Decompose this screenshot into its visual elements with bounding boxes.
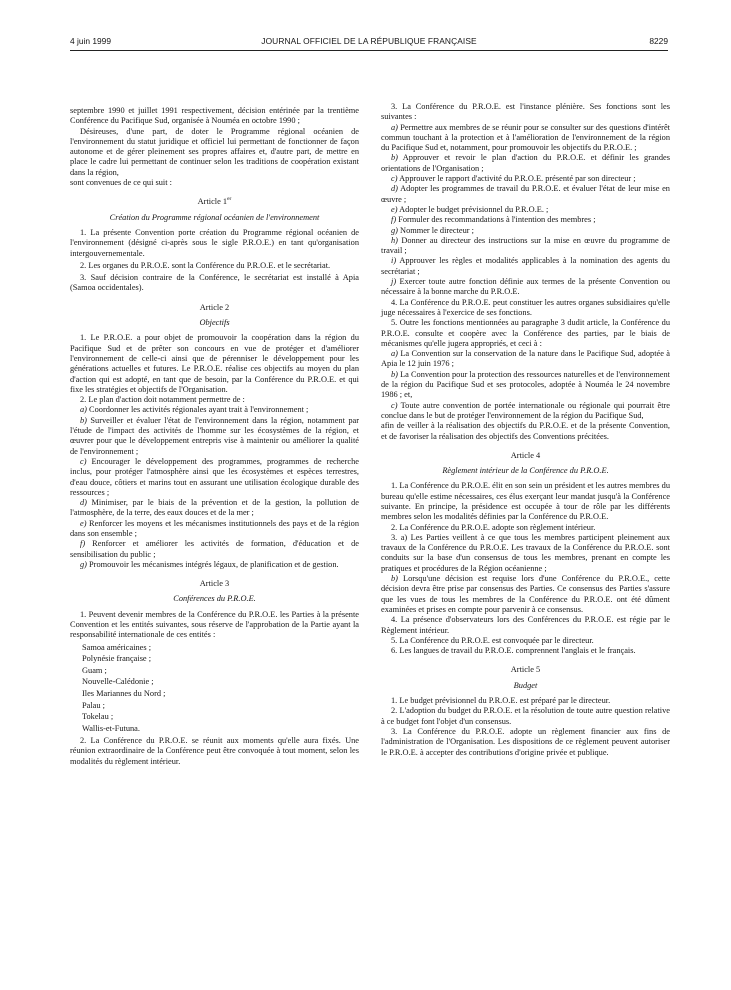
article-2-heading: Article 2: [199, 302, 230, 312]
list-item-label: b): [391, 153, 398, 163]
territory-item: Palau ;: [82, 700, 105, 710]
list-item-label: a): [80, 405, 87, 415]
article-paragraph: 1. Le budget prévisionnel du P.R.O.E. est préparé par le directeur.: [391, 696, 611, 706]
list-item: [70, 405, 359, 415]
header-journal-title: JOURNAL OFFICIEL DE LA RÉPUBLIQUE FRANÇAISE: [261, 36, 477, 46]
list-item-label: c): [80, 456, 87, 466]
list-item: [381, 184, 670, 205]
article-paragraph: 2. Le plan d'action doit notamment permettre de :: [80, 395, 245, 405]
article-5-heading: Article 5: [510, 665, 541, 675]
list-item-label: a): [391, 122, 398, 132]
list-item-label: d): [80, 498, 87, 508]
article-paragraph: 1. Le P.R.O.E. a pour objet de promouvoir la coopération dans la région du Pacifique Sud et de prêter son concours en vue de protéger et d'améliorer l'environnement de celle-ci ainsi que de pérenniser le développement pour les générations actuelles et futures. Le P.R.O.E. réalise ces objectifs au moyen du plan d'action qui est adopté, en tant que de besoin, par la Conférence du P.R.O.E. et qui fixe les stratégies et objectifs de l'Organisation.: [70, 333, 359, 394]
page-header: [70, 36, 668, 50]
article-paragraph: 2. Les organes du P.R.O.E. sont la Conférence du P.R.O.E. et le secrétariat.: [80, 260, 331, 270]
list-item-label: d): [391, 184, 398, 194]
article-paragraph: 5. La Conférence du P.R.O.E. est convoquée par le directeur.: [391, 635, 594, 645]
list-item: [381, 256, 670, 277]
list-item: [381, 236, 670, 257]
header-page-number: 8229: [649, 36, 668, 46]
list-item: [381, 277, 670, 298]
list-item-label: c): [391, 174, 398, 184]
article-paragraph: 3. La Conférence du P.R.O.E. adopte un règlement financier aux fins de l'administration de l'Organisation. Les dispositions de ce règlement peuvent autoriser le P.R.O.E. à accepter des contributions d'origine privée et publique.: [381, 726, 670, 757]
list-item: [381, 226, 670, 236]
header-rule: [70, 50, 668, 51]
list-item-label: e): [80, 518, 87, 528]
list-item-text: Toute autre convention de portée internationale ou régionale qui pourrait être conclue dans le but de protéger l'environnement de la région du Pacifique Sud,: [381, 400, 670, 420]
article-heading-superscript: er: [227, 196, 232, 203]
territory-item: Samoa américaines ;: [82, 642, 152, 652]
list-item: [381, 123, 670, 154]
article-1-heading: [70, 197, 359, 207]
list-item: [70, 539, 359, 560]
list-item-text: Donner au directeur des instructions sur la mise en œuvre du programme de travail ;: [381, 235, 670, 256]
list-item-text: Formuler des recommandations à l'intention des membres ;: [398, 215, 596, 225]
territory-item: Guam ;: [82, 665, 107, 675]
article-2-title: Objectifs: [199, 318, 230, 328]
list-item-text: Coordonner les activités régionales ayant trait à l'environnement ;: [89, 405, 309, 415]
article-paragraph: 2. La Conférence du P.R.O.E. adopte son règlement intérieur.: [391, 522, 596, 532]
article-paragraph: afin de veiller à la réalisation des objectifs du P.R.O.E. et de la présente Convention, et de favoriser la réalisation des objectifs des Conventions précitées.: [381, 421, 670, 441]
article-1-title: Création du Programme régional océanien de l'environnement: [109, 212, 320, 222]
list-item-label: f): [391, 215, 397, 225]
territory-list: [70, 643, 359, 734]
list-item: [381, 215, 670, 225]
territory-item: Polynésie française ;: [82, 654, 152, 664]
list-item: [381, 349, 670, 370]
list-item: [381, 205, 670, 215]
article-paragraph: 3. a) Les Parties veillent à ce que tous les membres participent pleinement aux travaux de la Conférence du P.R.O.E. Les travaux de la Conférence du P.R.O.E. sont conduits sur la base d'un consensus de tous les membres, prenant en compte les pratiques et procédures de la Région océanienne ;: [381, 532, 670, 573]
list-item-label: c): [391, 400, 398, 410]
article-paragraph: 6. Les langues de travail du P.R.O.E. comprennent l'anglais et le français.: [391, 646, 636, 656]
article-paragraph: 1. La Conférence du P.R.O.E. élit en son sein un président et les autres membres du bureau qu'elle estime nécessaires, ces élus exerçant leur mandat jusqu'à la Conférence suivante. En principe, la présidence est occupée à tour de rôle par les différents membres selon les modalités définies par la Conférence du P.R.O.E.: [381, 481, 670, 522]
preamble-paragraph: sont convenues de ce qui suit :: [70, 178, 172, 188]
article-3-heading: Article 3: [199, 579, 230, 589]
article-heading-text: Article 1: [197, 197, 228, 207]
territory-item: Iles Mariannes du Nord ;: [82, 689, 166, 699]
list-item-text: Minimiser, par le biais de la prévention et de la gestion, la pollution de l'atmosphère, de la terre, des eaux douces et de la mer ;: [70, 498, 359, 518]
article-paragraph: 1. Peuvent devenir membres de la Conférence du P.R.O.E. les Parties à la présente Convention et les entités suivantes, sous réserve de l'approbation de la Partie ayant la responsabilité internationale de ces entités :: [70, 609, 359, 640]
list-item-text: Exercer toute autre fonction définie aux termes de la présente Convention ou nécessaire à la bonne marche du P.R.O.E.: [381, 277, 670, 297]
article-paragraph: 2. La Conférence du P.R.O.E. se réunit aux moments qu'elle aura fixés. Une réunion extraordinaire de la Conférence peut être convoquée à tout moment, selon les modalités du règlement intérieur.: [70, 736, 359, 766]
list-item: [70, 416, 359, 457]
territory-item: Wallis-et-Futuna.: [82, 723, 140, 733]
list-item-label: f): [80, 539, 86, 549]
list-item-label: h): [391, 235, 398, 245]
article-paragraph: 4. La Conférence du P.R.O.E. peut constituer les autres organes subsidiaires qu'elle juge nécessaires à l'exercice de ses fonctions.: [381, 297, 670, 317]
list-item-text: Approuver les règles et modalités applicables à la nomination des agents du secrétariat ;: [381, 256, 670, 276]
list-item-label: b): [391, 574, 398, 584]
list-item-text: Lorsqu'une décision est requise lors d'une Conférence du P.R.O.E., cette décision devra être prise par consensus des Parties. Ce consensus des Parties s'assure que les vues de tous les membres de la Conférence du P.R.O.E. ont été dûment examinées et prises en compte pour parvenir à ce consensus.: [381, 574, 670, 614]
article-4-title: Règlement intérieur de la Conférence du P.R.O.E.: [442, 466, 609, 476]
left-column: [70, 106, 359, 767]
article-paragraph: 4. La présence d'observateurs lors des Conférences du P.R.O.E. est régie par le Règlement intérieur.: [381, 615, 670, 635]
list-item-text: La Convention sur la conservation de la nature dans le Pacifique Sud, adoptée à Apia le 12 juin 1976 ;: [381, 349, 670, 369]
preamble-paragraph: septembre 1990 et juillet 1991 respectivement, décision entérinée par la trentième Conférence du Pacifique Sud, organisée à Nouméa en octobre 1990 ;: [70, 106, 359, 126]
list-item-label: g): [391, 225, 398, 235]
list-item: [381, 574, 670, 615]
list-item-text: Renforcer les moyens et les mécanismes institutionnels des pays et de la région dans son ensemble ;: [70, 518, 359, 538]
list-item-text: Renforcer et améliorer les activités de formation, d'éducation et de sensibilisation du public ;: [70, 539, 359, 559]
article-5-title: Budget: [513, 680, 538, 690]
header-date: 4 juin 1999: [70, 36, 111, 46]
list-item-label: e): [391, 204, 398, 214]
list-item-text: Adopter le budget prévisionnel du P.R.O.E. ;: [399, 204, 549, 214]
list-item-text: Surveiller et évaluer l'état de l'environnement dans la région, notamment par l'étude de l'impact des activités de l'homme sur les écosystèmes de la région, et œuvrer pour que le développement entrepris vise à maintenir ou améliorer la qualité de l'environnement ;: [70, 415, 359, 456]
list-item: [381, 174, 670, 184]
article-4-heading: Article 4: [510, 450, 541, 460]
article-paragraph: 3. Sauf décision contraire de la Conférence, le secrétariat est installé à Apia (Samoa occidentales).: [70, 273, 359, 293]
list-item-text: Approuver et revoir le plan d'action du P.R.O.E. et définir les grandes orientations de l'Organisation ;: [381, 153, 670, 173]
list-item: [70, 519, 359, 540]
list-item: [70, 457, 359, 498]
list-item: [381, 370, 670, 401]
list-item-text: Adopter les programmes de travail du P.R.O.E. et évaluer l'état de leur mise en œuvre ;: [381, 184, 670, 204]
list-item-text: Encourager le développement des programmes, programmes de recherche inclus, pour protéger l'atmosphère ainsi que les écosystèmes et espèces terrestres, d'eau douce, côtiers et marins tout en assurant une utilisation écologique durable des ressources ;: [70, 456, 359, 497]
list-item: [70, 560, 359, 570]
right-column: [381, 102, 670, 758]
list-item: [381, 401, 670, 422]
list-item-label: b): [391, 369, 398, 379]
article-paragraph: 2. L'adoption du budget du P.R.O.E. et la résolution de toute autre question relative à ce budget font l'objet d'un consensus.: [381, 706, 670, 726]
list-item: [70, 498, 359, 519]
article-paragraph: 3. La Conférence du P.R.O.E. est l'instance plénière. Ses fonctions sont les suivantes :: [381, 102, 670, 122]
list-item-label: i): [391, 256, 397, 266]
preamble-paragraph: Désireuses, d'une part, de doter le Programme régional océanien de l'environnement du statut juridique et officiel lui permettant de fonctionner de façon autonome et de gérer pleinement ses propres affaires et, d'autre part, de mettre en place le cadre lui permettant de continuer selon les traditions de coopération existant dans la région,: [70, 126, 359, 177]
list-item: [381, 153, 670, 174]
list-item-text: Promouvoir les mécanismes intégrés légaux, de planification et de gestion.: [89, 559, 339, 569]
list-item-text: Approuver le rapport d'activité du P.R.O.E. présenté par son directeur ;: [399, 174, 636, 184]
list-item-label: g): [80, 559, 87, 569]
list-item-label: b): [80, 415, 87, 425]
territory-item: Tokelau ;: [82, 712, 114, 722]
territory-item: Nouvelle-Calédonie ;: [82, 677, 154, 687]
list-item-label: a): [391, 349, 398, 359]
article-paragraph: 5. Outre les fonctions mentionnées au paragraphe 3 dudit article, la Conférence du P.R.O.E. consulte et coopère avec la Conférence des parties, par le biais de mécanismes qu'elle jugera appropriés, et ceci à :: [381, 318, 670, 348]
article-paragraph: 1. La présente Convention porte création du Programme régional océanien de l'environnement (désigné ci-après sous le sigle P.R.O.E.) en tant qu'organisation intergouvernementale.: [70, 227, 359, 258]
list-item-text: La Convention pour la protection des ressources naturelles et de l'environnement de la région du Pacifique Sud et ses protocoles, adoptée à Nouméa le 24 novembre 1986 ; et,: [381, 369, 671, 400]
list-item-label: j): [391, 277, 397, 287]
list-item-text: Permettre aux membres de se réunir pour se consulter sur des questions d'intérêt commun touchant à la protection et à l'amélioration de l'environnement de la région du Pacifique Sud et, notamment, pour promouvoir les objectifs du P.R.O.E. ;: [381, 122, 670, 153]
list-item-text: Nommer le directeur ;: [400, 225, 474, 235]
article-3-title: Conférences du P.R.O.E.: [173, 594, 256, 604]
